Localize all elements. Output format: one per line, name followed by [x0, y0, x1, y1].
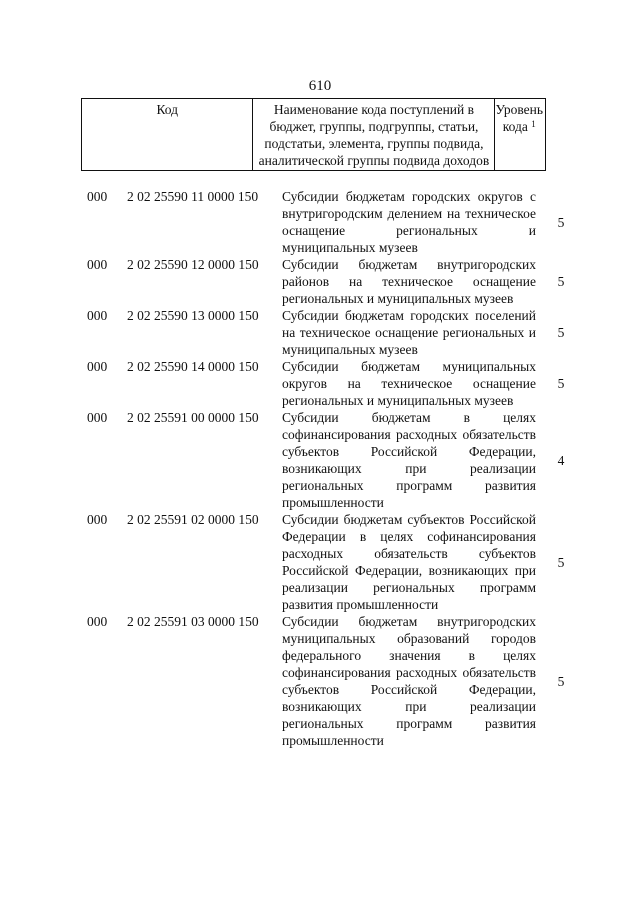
header-code: Код — [82, 99, 253, 171]
row-name: Субсидии бюджетам субъектов Российской Федерации в целях софинансирования расходных обязательств субъектов Российской Федерации, возникающих при реализации региональных программ развития промышленности — [282, 512, 536, 612]
row-prefix: 000 — [87, 359, 108, 374]
row-name: Субсидии бюджетам внутригородских муниципальных образований городов федерального значения в целях софинансирования расходных обязательств субъектов Российской Федерации, возникающих при реализации региональных программ развития промышленности — [282, 614, 536, 748]
row-level: 5 — [557, 554, 565, 570]
row-level: 5 — [557, 214, 565, 230]
header-level-footnote: 1 — [531, 119, 536, 129]
table-header — [81, 98, 546, 171]
row-code: 2 02 25590 14 0000 150 — [127, 359, 259, 374]
row-level: 5 — [557, 673, 565, 689]
row-prefix: 000 — [87, 308, 108, 323]
row-name: Субсидии бюджетам в целях софинансирования расходных обязательств субъектов Российской Федерации, возникающих при реализации региональных программ развития промышленности — [282, 410, 536, 510]
row-name: Субсидии бюджетам муниципальных округов на техническое оснащение региональных и муниципальных музеев — [282, 359, 536, 408]
row-level: 5 — [557, 274, 565, 289]
row-code: 2 02 25591 00 0000 150 — [127, 410, 259, 425]
row-name: Субсидии бюджетам городских округов с внутригородским делением на техническое оснащение региональных и муниципальных музеев — [282, 189, 536, 255]
table-row — [0, 409, 640, 511]
table-row — [0, 188, 640, 256]
row-code: 2 02 25590 12 0000 150 — [127, 257, 259, 272]
row-code: 2 02 25591 03 0000 150 — [127, 614, 259, 629]
row-code: 2 02 25590 11 0000 150 — [127, 189, 259, 204]
row-prefix: 000 — [87, 189, 108, 204]
header-level-text: Уровень кода — [495, 102, 543, 134]
table-row — [0, 358, 640, 409]
table-row — [0, 307, 640, 358]
table-row — [0, 256, 640, 307]
row-prefix: 000 — [87, 410, 108, 425]
row-level: 5 — [557, 376, 565, 391]
row-name: Субсидии бюджетам городских поселений на техническое оснащение региональных и муниципальных музеев — [282, 308, 536, 357]
row-code: 2 02 25590 13 0000 150 — [127, 308, 259, 323]
row-prefix: 000 — [87, 614, 108, 629]
row-name: Субсидии бюджетам внутригородских районов на техническое оснащение региональных и муниципальных музеев — [282, 257, 536, 306]
row-level: 4 — [557, 452, 565, 468]
row-code: 2 02 25591 02 0000 150 — [127, 512, 259, 527]
table-row — [0, 511, 640, 613]
header-level — [495, 99, 546, 171]
table-row — [0, 613, 640, 749]
page-number: 610 — [308, 78, 332, 94]
header-name: Наименование кода поступлений в бюджет, группы, подгруппы, статьи, подстатьи, элемента, группы подвида, аналитической группы подвида доходов — [253, 99, 495, 171]
row-prefix: 000 — [87, 512, 108, 527]
row-prefix: 000 — [87, 257, 108, 272]
row-level: 5 — [557, 325, 565, 340]
rows-container — [0, 188, 640, 749]
